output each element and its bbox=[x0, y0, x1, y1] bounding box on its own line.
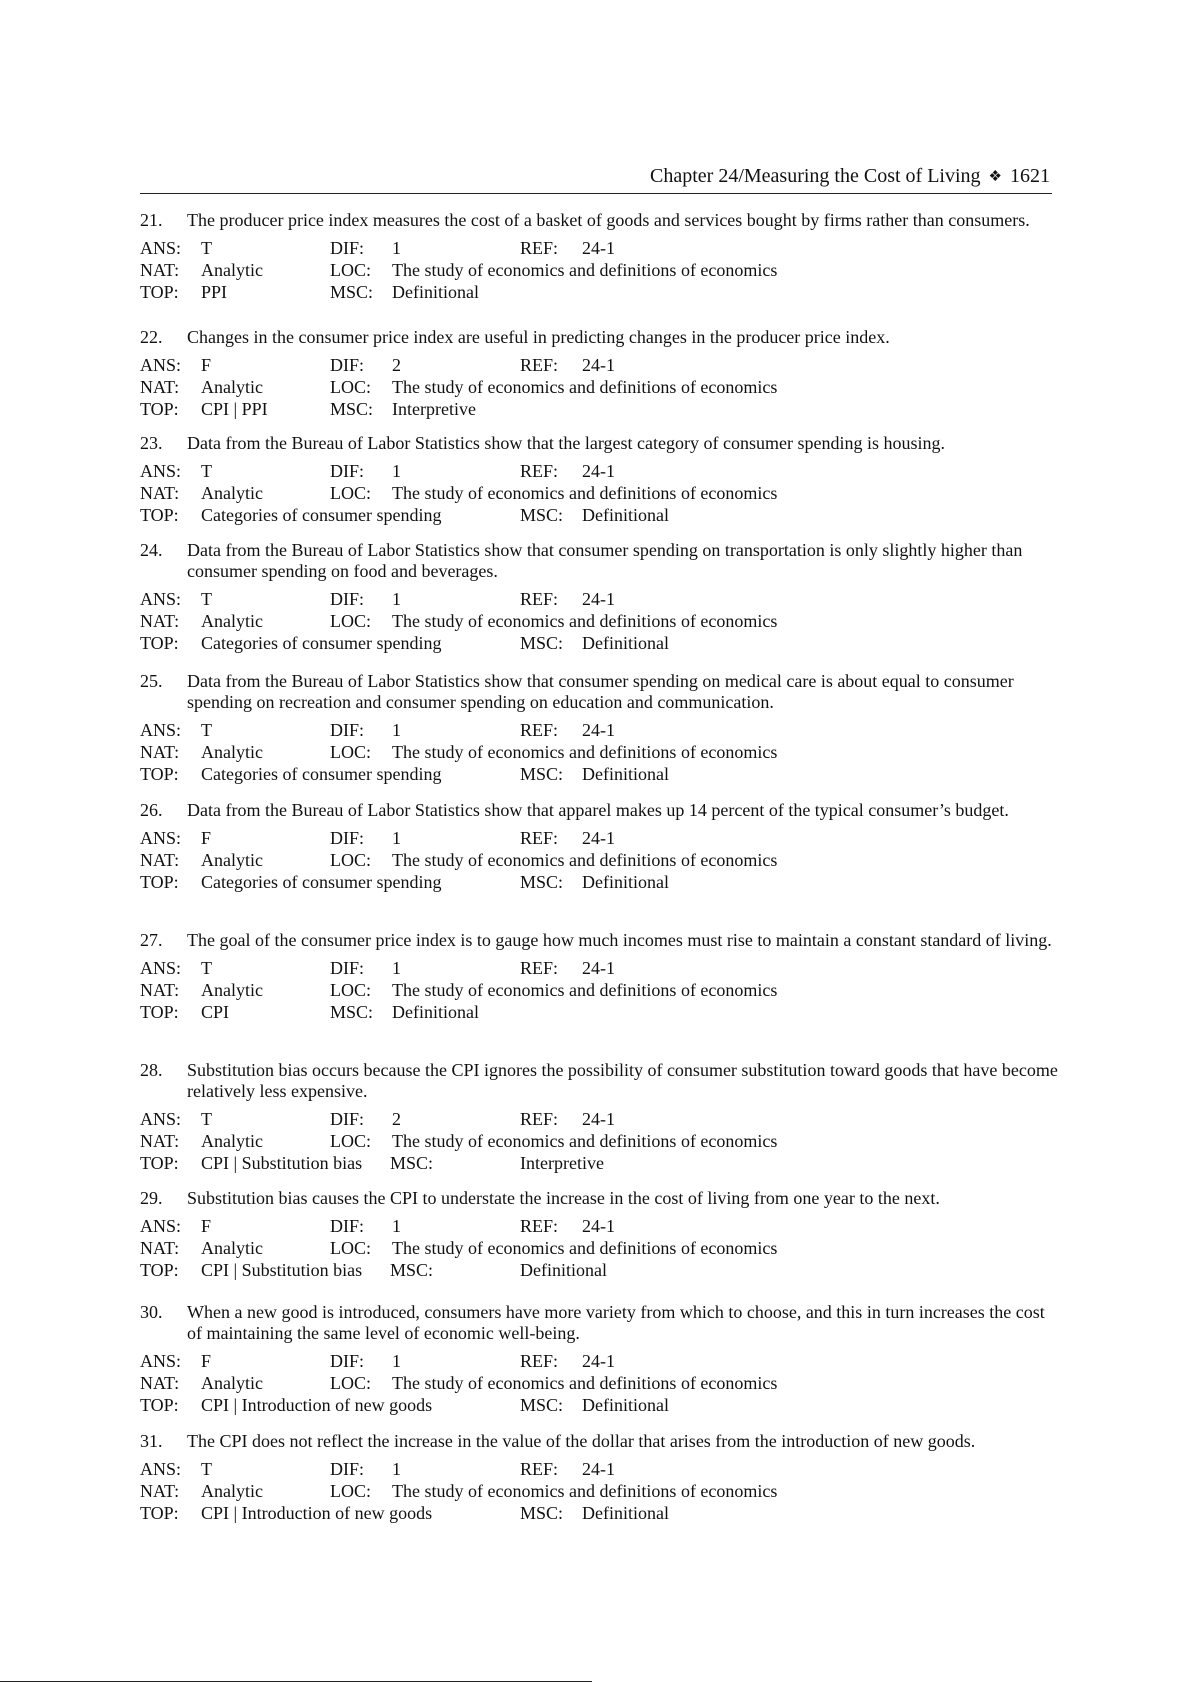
ref-label: REF: bbox=[520, 1459, 559, 1479]
dif-value: 1 bbox=[392, 238, 401, 258]
dif-value: 1 bbox=[392, 589, 401, 609]
top-value: Categories of consumer spending bbox=[201, 872, 442, 892]
footer-rule bbox=[0, 1681, 592, 1682]
meta-row-nat bbox=[140, 849, 1060, 871]
ref-label: REF: bbox=[520, 1351, 559, 1371]
question-item bbox=[140, 671, 1060, 785]
meta-row-ans bbox=[140, 719, 1060, 741]
ref-label: REF: bbox=[520, 1216, 559, 1236]
answer-metadata bbox=[140, 719, 1060, 785]
loc-value: The study of economics and definitions of economics bbox=[392, 260, 778, 280]
nat-label: NAT: bbox=[140, 377, 180, 397]
question-stem bbox=[140, 1188, 1060, 1209]
loc-value: The study of economics and definitions of economics bbox=[392, 850, 778, 870]
dif-label: DIF: bbox=[330, 1109, 365, 1129]
loc-value: The study of economics and definitions of economics bbox=[392, 483, 778, 503]
ref-value: 24-1 bbox=[582, 828, 615, 848]
ans-label: ANS: bbox=[140, 1216, 182, 1236]
ref-value: 24-1 bbox=[582, 589, 615, 609]
meta-row-nat bbox=[140, 376, 1060, 398]
dif-label: DIF: bbox=[330, 589, 365, 609]
page-number: 1621 bbox=[1010, 165, 1050, 187]
top-label: TOP: bbox=[140, 1153, 179, 1173]
question-number: 28. bbox=[140, 1060, 163, 1080]
msc-value: Interpretive bbox=[392, 399, 476, 419]
ans-value: T bbox=[201, 238, 212, 258]
top-value: Categories of consumer spending bbox=[201, 764, 442, 784]
dif-label: DIF: bbox=[330, 461, 365, 481]
nat-label: NAT: bbox=[140, 1373, 180, 1393]
ans-value: F bbox=[201, 1216, 212, 1236]
question-stem bbox=[140, 1060, 1060, 1102]
loc-value: The study of economics and definitions of economics bbox=[392, 1481, 778, 1501]
loc-label: LOC: bbox=[330, 483, 372, 503]
ref-value: 24-1 bbox=[582, 958, 615, 978]
dif-value: 1 bbox=[392, 1216, 401, 1236]
meta-row-nat bbox=[140, 610, 1060, 632]
top-value: CPI | PPI bbox=[201, 399, 268, 419]
answer-metadata bbox=[140, 237, 1060, 303]
question-number: 26. bbox=[140, 800, 163, 820]
dif-value: 1 bbox=[392, 1351, 401, 1371]
meta-row-nat bbox=[140, 482, 1060, 504]
meta-row-ans bbox=[140, 957, 1060, 979]
question-number: 22. bbox=[140, 327, 163, 347]
loc-label: LOC: bbox=[330, 1238, 372, 1258]
question-stem bbox=[140, 800, 1060, 821]
top-value: Categories of consumer spending bbox=[201, 505, 442, 525]
msc-value: Definitional bbox=[392, 282, 479, 302]
dif-value: 1 bbox=[392, 720, 401, 740]
question-text: Data from the Bureau of Labor Statistics show that consumer spending on medical care is about equal to consumer spending on recreation and consumer spending on education and communication. bbox=[187, 671, 1014, 712]
loc-label: LOC: bbox=[330, 980, 372, 1000]
question-item bbox=[140, 1060, 1060, 1174]
question-text: Data from the Bureau of Labor Statistics show that consumer spending on transportation is only slightly higher than consumer spending on food and beverages. bbox=[187, 540, 1023, 581]
question-text: The producer price index measures the cost of a basket of goods and services bought by firms rather than consumers. bbox=[187, 210, 1030, 230]
msc-label: MSC: bbox=[330, 399, 374, 419]
ans-value: F bbox=[201, 1351, 212, 1371]
question-number: 25. bbox=[140, 671, 163, 691]
dif-value: 2 bbox=[392, 1109, 401, 1129]
question-number: 29. bbox=[140, 1188, 163, 1208]
msc-value: Definitional bbox=[582, 872, 669, 892]
question-stem bbox=[140, 671, 1060, 713]
answer-metadata bbox=[140, 354, 1060, 420]
nat-label: NAT: bbox=[140, 1481, 180, 1501]
question-text: Changes in the consumer price index are useful in predicting changes in the producer price index. bbox=[187, 327, 890, 347]
top-value: CPI bbox=[201, 1002, 230, 1022]
msc-label: MSC: bbox=[520, 872, 564, 892]
meta-row-top bbox=[140, 281, 1060, 303]
loc-label: LOC: bbox=[330, 611, 372, 631]
top-value: CPI | Substitution bias bbox=[201, 1153, 363, 1173]
top-label: TOP: bbox=[140, 282, 179, 302]
nat-value: Analytic bbox=[201, 1481, 263, 1501]
question-item bbox=[140, 800, 1060, 893]
nat-value: Analytic bbox=[201, 483, 263, 503]
dif-label: DIF: bbox=[330, 1459, 365, 1479]
loc-label: LOC: bbox=[330, 742, 372, 762]
dif-value: 1 bbox=[392, 461, 401, 481]
question-number: 23. bbox=[140, 433, 163, 453]
question-text: The CPI does not reflect the increase in the value of the dollar that arises from the introduction of new goods. bbox=[187, 1431, 976, 1451]
top-value: CPI | Introduction of new goods bbox=[201, 1395, 433, 1415]
meta-row-top bbox=[140, 1259, 1060, 1281]
nat-value: Analytic bbox=[201, 1373, 263, 1393]
meta-row-nat bbox=[140, 1480, 1060, 1502]
ans-label: ANS: bbox=[140, 589, 182, 609]
meta-row-top bbox=[140, 632, 1060, 654]
nat-label: NAT: bbox=[140, 1238, 180, 1258]
loc-label: LOC: bbox=[330, 260, 372, 280]
answer-metadata bbox=[140, 1108, 1060, 1174]
question-item bbox=[140, 1431, 1060, 1524]
ans-label: ANS: bbox=[140, 1459, 182, 1479]
nat-label: NAT: bbox=[140, 611, 180, 631]
question-item bbox=[140, 540, 1060, 654]
question-item bbox=[140, 433, 1060, 526]
dif-label: DIF: bbox=[330, 355, 365, 375]
nat-value: Analytic bbox=[201, 260, 263, 280]
msc-value: Definitional bbox=[582, 764, 669, 784]
ans-label: ANS: bbox=[140, 461, 182, 481]
top-label: TOP: bbox=[140, 1395, 179, 1415]
loc-label: LOC: bbox=[330, 1481, 372, 1501]
top-label: TOP: bbox=[140, 505, 179, 525]
meta-row-ans bbox=[140, 588, 1060, 610]
ref-label: REF: bbox=[520, 720, 559, 740]
meta-row-ans bbox=[140, 1350, 1060, 1372]
msc-label: MSC: bbox=[330, 282, 374, 302]
ref-value: 24-1 bbox=[582, 1351, 615, 1371]
question-item bbox=[140, 327, 1060, 420]
meta-row-ans bbox=[140, 460, 1060, 482]
nat-label: NAT: bbox=[140, 980, 180, 1000]
msc-label: MSC: bbox=[520, 1395, 564, 1415]
nat-value: Analytic bbox=[201, 980, 263, 1000]
answer-metadata bbox=[140, 827, 1060, 893]
msc-value: Definitional bbox=[520, 1260, 607, 1280]
meta-row-top bbox=[140, 504, 1060, 526]
meta-row-nat bbox=[140, 741, 1060, 763]
nat-value: Analytic bbox=[201, 1131, 263, 1151]
ans-value: T bbox=[201, 720, 212, 740]
loc-label: LOC: bbox=[330, 1131, 372, 1151]
msc-value: Interpretive bbox=[520, 1153, 604, 1173]
question-stem bbox=[140, 930, 1060, 951]
meta-row-nat bbox=[140, 1372, 1060, 1394]
ref-label: REF: bbox=[520, 238, 559, 258]
top-label: TOP: bbox=[140, 633, 179, 653]
meta-row-ans bbox=[140, 1458, 1060, 1480]
meta-row-nat bbox=[140, 1130, 1060, 1152]
dif-label: DIF: bbox=[330, 958, 365, 978]
meta-row-nat bbox=[140, 1237, 1060, 1259]
nat-label: NAT: bbox=[140, 850, 180, 870]
msc-label: MSC: bbox=[390, 1153, 434, 1173]
ref-value: 24-1 bbox=[582, 461, 615, 481]
dif-value: 1 bbox=[392, 828, 401, 848]
ref-value: 24-1 bbox=[582, 720, 615, 740]
meta-row-ans bbox=[140, 827, 1060, 849]
ans-value: T bbox=[201, 1109, 212, 1129]
msc-value: Definitional bbox=[582, 633, 669, 653]
ans-label: ANS: bbox=[140, 238, 182, 258]
dif-label: DIF: bbox=[330, 1351, 365, 1371]
chapter-title: Chapter 24/Measuring the Cost of Living bbox=[650, 165, 981, 187]
ref-value: 24-1 bbox=[582, 238, 615, 258]
question-text: Data from the Bureau of Labor Statistics show that apparel makes up 14 percent of the typical consumer’s budget. bbox=[187, 800, 1009, 820]
top-value: CPI | Introduction of new goods bbox=[201, 1503, 433, 1523]
nat-value: Analytic bbox=[201, 377, 263, 397]
top-label: TOP: bbox=[140, 1503, 179, 1523]
ref-value: 24-1 bbox=[582, 355, 615, 375]
question-stem bbox=[140, 1431, 1060, 1452]
top-value: Categories of consumer spending bbox=[201, 633, 442, 653]
ans-label: ANS: bbox=[140, 958, 182, 978]
ref-value: 24-1 bbox=[582, 1216, 615, 1236]
msc-value: Definitional bbox=[582, 505, 669, 525]
dif-value: 2 bbox=[392, 355, 401, 375]
msc-label: MSC: bbox=[520, 1503, 564, 1523]
dif-value: 1 bbox=[392, 958, 401, 978]
page-header bbox=[140, 165, 1052, 194]
ans-label: ANS: bbox=[140, 828, 182, 848]
question-text: When a new good is introduced, consumers have more variety from which to choose, and this in turn increases the cost of maintaining the same level of economic well-being. bbox=[187, 1302, 1045, 1343]
answer-metadata bbox=[140, 588, 1060, 654]
msc-label: MSC: bbox=[330, 1002, 374, 1022]
ans-value: T bbox=[201, 589, 212, 609]
question-text: Substitution bias occurs because the CPI ignores the possibility of consumer substitution toward goods that have become relatively less expensive. bbox=[187, 1060, 1058, 1101]
question-text: Substitution bias causes the CPI to understate the increase in the cost of living from one year to the next. bbox=[187, 1188, 940, 1208]
dif-label: DIF: bbox=[330, 720, 365, 740]
answer-metadata bbox=[140, 1350, 1060, 1416]
ref-label: REF: bbox=[520, 589, 559, 609]
meta-row-top bbox=[140, 1001, 1060, 1023]
ref-value: 24-1 bbox=[582, 1459, 615, 1479]
loc-value: The study of economics and definitions of economics bbox=[392, 1238, 778, 1258]
question-item bbox=[140, 1188, 1060, 1281]
loc-value: The study of economics and definitions of economics bbox=[392, 980, 778, 1000]
question-stem bbox=[140, 540, 1060, 582]
ref-label: REF: bbox=[520, 461, 559, 481]
question-number: 24. bbox=[140, 540, 163, 560]
answer-metadata bbox=[140, 957, 1060, 1023]
question-item bbox=[140, 1302, 1060, 1416]
diamond-icon: ❖ bbox=[988, 169, 1002, 185]
ans-value: T bbox=[201, 958, 212, 978]
msc-value: Definitional bbox=[582, 1395, 669, 1415]
question-number: 21. bbox=[140, 210, 163, 230]
question-stem bbox=[140, 210, 1060, 231]
top-label: TOP: bbox=[140, 1002, 179, 1022]
question-stem bbox=[140, 1302, 1060, 1344]
loc-label: LOC: bbox=[330, 850, 372, 870]
loc-label: LOC: bbox=[330, 1373, 372, 1393]
msc-label: MSC: bbox=[520, 764, 564, 784]
ref-label: REF: bbox=[520, 958, 559, 978]
top-label: TOP: bbox=[140, 1260, 179, 1280]
loc-label: LOC: bbox=[330, 377, 372, 397]
ans-value: F bbox=[201, 355, 212, 375]
loc-value: The study of economics and definitions of economics bbox=[392, 377, 778, 397]
top-label: TOP: bbox=[140, 764, 179, 784]
meta-row-top bbox=[140, 1502, 1060, 1524]
top-label: TOP: bbox=[140, 872, 179, 892]
answer-metadata bbox=[140, 460, 1060, 526]
meta-row-top bbox=[140, 1394, 1060, 1416]
question-text: The goal of the consumer price index is to gauge how much incomes must rise to maintain a constant standard of living. bbox=[187, 930, 1052, 950]
meta-row-top bbox=[140, 871, 1060, 893]
ans-value: T bbox=[201, 461, 212, 481]
dif-label: DIF: bbox=[330, 1216, 365, 1236]
nat-value: Analytic bbox=[201, 611, 263, 631]
meta-row-ans bbox=[140, 354, 1060, 376]
ref-label: REF: bbox=[520, 1109, 559, 1129]
ref-label: REF: bbox=[520, 828, 559, 848]
meta-row-top bbox=[140, 1152, 1060, 1174]
top-value: PPI bbox=[201, 282, 228, 302]
loc-value: The study of economics and definitions of economics bbox=[392, 611, 778, 631]
question-text: Data from the Bureau of Labor Statistics show that the largest category of consumer spending is housing. bbox=[187, 433, 945, 453]
loc-value: The study of economics and definitions of economics bbox=[392, 1373, 778, 1393]
question-number: 30. bbox=[140, 1302, 163, 1322]
meta-row-nat bbox=[140, 979, 1060, 1001]
nat-value: Analytic bbox=[201, 1238, 263, 1258]
meta-row-ans bbox=[140, 1108, 1060, 1130]
meta-row-top bbox=[140, 763, 1060, 785]
question-item bbox=[140, 210, 1060, 303]
question-stem bbox=[140, 327, 1060, 348]
ans-value: F bbox=[201, 828, 212, 848]
question-number: 31. bbox=[140, 1431, 163, 1451]
answer-metadata bbox=[140, 1458, 1060, 1524]
msc-label: MSC: bbox=[520, 633, 564, 653]
ans-label: ANS: bbox=[140, 1109, 182, 1129]
ref-value: 24-1 bbox=[582, 1109, 615, 1129]
question-item bbox=[140, 930, 1060, 1023]
ans-label: ANS: bbox=[140, 720, 182, 740]
nat-label: NAT: bbox=[140, 1131, 180, 1151]
msc-label: MSC: bbox=[520, 505, 564, 525]
loc-value: The study of economics and definitions of economics bbox=[392, 742, 778, 762]
loc-value: The study of economics and definitions of economics bbox=[392, 1131, 778, 1151]
nat-value: Analytic bbox=[201, 850, 263, 870]
top-value: CPI | Substitution bias bbox=[201, 1260, 363, 1280]
ans-label: ANS: bbox=[140, 1351, 182, 1371]
nat-label: NAT: bbox=[140, 742, 180, 762]
ref-label: REF: bbox=[520, 355, 559, 375]
meta-row-nat bbox=[140, 259, 1060, 281]
nat-label: NAT: bbox=[140, 260, 180, 280]
nat-value: Analytic bbox=[201, 742, 263, 762]
meta-row-ans bbox=[140, 237, 1060, 259]
ans-label: ANS: bbox=[140, 355, 182, 375]
msc-value: Definitional bbox=[392, 1002, 479, 1022]
meta-row-top bbox=[140, 398, 1060, 420]
msc-value: Definitional bbox=[582, 1503, 669, 1523]
answer-metadata bbox=[140, 1215, 1060, 1281]
dif-label: DIF: bbox=[330, 238, 365, 258]
meta-row-ans bbox=[140, 1215, 1060, 1237]
ans-value: T bbox=[201, 1459, 212, 1479]
nat-label: NAT: bbox=[140, 483, 180, 503]
dif-value: 1 bbox=[392, 1459, 401, 1479]
question-number: 27. bbox=[140, 930, 163, 950]
question-stem bbox=[140, 433, 1060, 454]
dif-label: DIF: bbox=[330, 828, 365, 848]
top-label: TOP: bbox=[140, 399, 179, 419]
msc-label: MSC: bbox=[390, 1260, 434, 1280]
running-head bbox=[650, 165, 1050, 188]
